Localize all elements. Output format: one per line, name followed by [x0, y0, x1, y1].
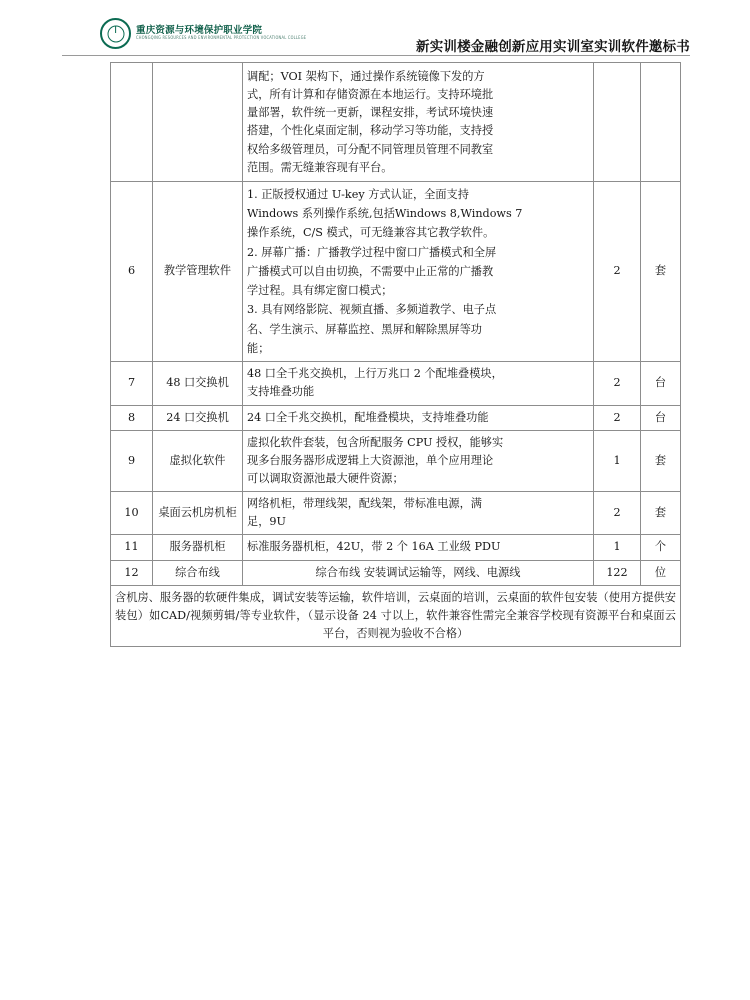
cell-unit — [641, 63, 681, 182]
page-header — [0, 0, 750, 60]
table-row — [111, 63, 681, 182]
spec-line: 3. 具有网络影院、视频直播、多频道教学、电子点 — [247, 303, 497, 317]
cell-item-number: 11 — [111, 535, 153, 560]
cell-item-spec — [243, 362, 594, 405]
cell-unit: 个 — [641, 535, 681, 560]
spec-line: 学过程。具有绑定窗口模式； — [247, 284, 393, 298]
spec-line: 足，9U — [247, 515, 286, 529]
spec-line: 标准服务器机柜，42U，带 2 个 16A 工业级 PDU — [247, 540, 501, 554]
cell-item-number: 10 — [111, 492, 153, 535]
cell-unit: 台 — [641, 362, 681, 405]
equipment-spec-table — [110, 62, 681, 647]
cell-item-number: 9 — [111, 430, 153, 491]
spec-line: 2. 屏幕广播：广播教学过程中窗口广播模式和全屏 — [247, 245, 497, 259]
spec-line: Windows 系列操作系统,包括Windows 8,Windows 7 — [247, 207, 523, 221]
cell-item-number: 6 — [111, 181, 153, 361]
table-row — [111, 560, 681, 585]
cell-item-name — [153, 63, 243, 182]
cell-quantity: 2 — [594, 405, 641, 430]
spec-line: 虚拟化软件套装，包含所配服务 CPU 授权，能够实 — [247, 435, 504, 449]
cell-quantity: 1 — [594, 430, 641, 491]
spec-line: 式，所有计算和存储资源在本地运行。支持环境批 — [247, 88, 494, 102]
table-row — [111, 362, 681, 405]
table-row — [111, 492, 681, 535]
college-name-en: CHONGQING RESOURCES AND ENVIRONMENTAL PROTECTION VOCATIONAL COLLEGE — [136, 36, 307, 41]
spec-line: 现多台服务器形成逻辑上大资源池，单个应用理论 — [247, 453, 494, 467]
spec-line: 支持堆叠功能 — [247, 385, 315, 399]
cell-item-number: 8 — [111, 405, 153, 430]
cell-quantity: 2 — [594, 492, 641, 535]
cell-item-spec — [243, 535, 594, 560]
cell-item-name: 48 口交换机 — [153, 362, 243, 405]
spec-line: 调配；VOI 架构下，通过操作系统镜像下发的方 — [247, 70, 485, 83]
cell-item-spec — [243, 430, 594, 491]
cell-quantity: 122 — [594, 560, 641, 585]
table-footnote-row — [111, 585, 681, 646]
cell-unit: 套 — [641, 430, 681, 491]
cell-item-spec — [243, 63, 594, 182]
spec-line: 操作系统，C/S 模式，可无缝兼容其它教学软件。 — [247, 226, 495, 240]
spec-line: 范围。需无缝兼容现有平台。 — [247, 160, 393, 174]
cell-item-spec — [243, 405, 594, 430]
college-logo — [100, 18, 306, 49]
cell-unit: 位 — [641, 560, 681, 585]
spec-line: 网络机柜，带理线架，配线架，带标准电源，满 — [247, 497, 482, 511]
spec-line: 综合布线 安装调试运输等，网线、电源线 — [315, 565, 521, 579]
spec-table-body — [111, 63, 681, 647]
cell-quantity: 2 — [594, 362, 641, 405]
header-inner — [62, 18, 690, 56]
cell-quantity: 1 — [594, 535, 641, 560]
cell-item-number — [111, 63, 153, 182]
cell-item-name: 综合布线 — [153, 560, 243, 585]
spec-line: 量部署，软件统一更新，课程安排，考试环境快速 — [247, 106, 494, 120]
table-footnote: 含机房、服务器的软硬件集成，调试安装等运输，软件培训，云桌面的培训，云桌面的软件包安装（使用方提供安装包）如CAD/视频剪辑/等专业软件，（显示设备 24 寸以上，软件兼容性需完全兼容学校现有资源平台和桌面云平台，否则视为验收不合格） — [111, 585, 681, 646]
spec-line: 搭建，个性化桌面定制，移动学习等功能，支持授 — [247, 124, 494, 138]
college-name-cn: 重庆资源与环境保护职业学院 — [136, 24, 263, 36]
table-row — [111, 181, 681, 361]
cell-unit: 套 — [641, 181, 681, 361]
table-row — [111, 405, 681, 430]
cell-item-name: 虚拟化软件 — [153, 430, 243, 491]
cell-item-name: 24 口交换机 — [153, 405, 243, 430]
cell-item-name: 教学管理软件 — [153, 181, 243, 361]
logo-text-block — [136, 26, 306, 41]
document-header-title: 新实训楼金融创新应用实训室实训软件邀标书 — [416, 39, 690, 55]
spec-line: 能； — [247, 341, 270, 355]
header-divider — [62, 55, 690, 56]
cell-item-spec — [243, 560, 594, 585]
cell-item-number: 12 — [111, 560, 153, 585]
spec-line: 可以调取资源池最大硬件资源； — [247, 471, 404, 485]
spec-line: 24 口全千兆交换机，配堆叠模块，支持堆叠功能 — [247, 410, 489, 424]
cell-item-name: 桌面云机房机柜 — [153, 492, 243, 535]
spec-line: 广播模式可以自由切换，不需要中止正常的广播教 — [247, 264, 494, 278]
spec-line: 48 口全千兆交换机，上行万兆口 2 个配堆叠模块， — [247, 367, 503, 381]
spec-line: 1. 正版授权通过 U-key 方式认证，全面支持 — [247, 187, 469, 201]
cell-item-spec — [243, 181, 594, 361]
cell-item-name: 服务器机柜 — [153, 535, 243, 560]
cell-item-spec — [243, 492, 594, 535]
university-seal-icon — [100, 18, 131, 49]
cell-item-number: 7 — [111, 362, 153, 405]
cell-unit: 套 — [641, 492, 681, 535]
table-row — [111, 535, 681, 560]
spec-line: 名、学生演示、屏幕监控、黑屏和解除黑屏等功 — [247, 322, 482, 336]
cell-unit: 台 — [641, 405, 681, 430]
table-row — [111, 430, 681, 491]
spec-line: 权给多级管理员，可分配不同管理员管理不同教室 — [247, 142, 494, 156]
cell-quantity: 2 — [594, 181, 641, 361]
cell-quantity — [594, 63, 641, 182]
